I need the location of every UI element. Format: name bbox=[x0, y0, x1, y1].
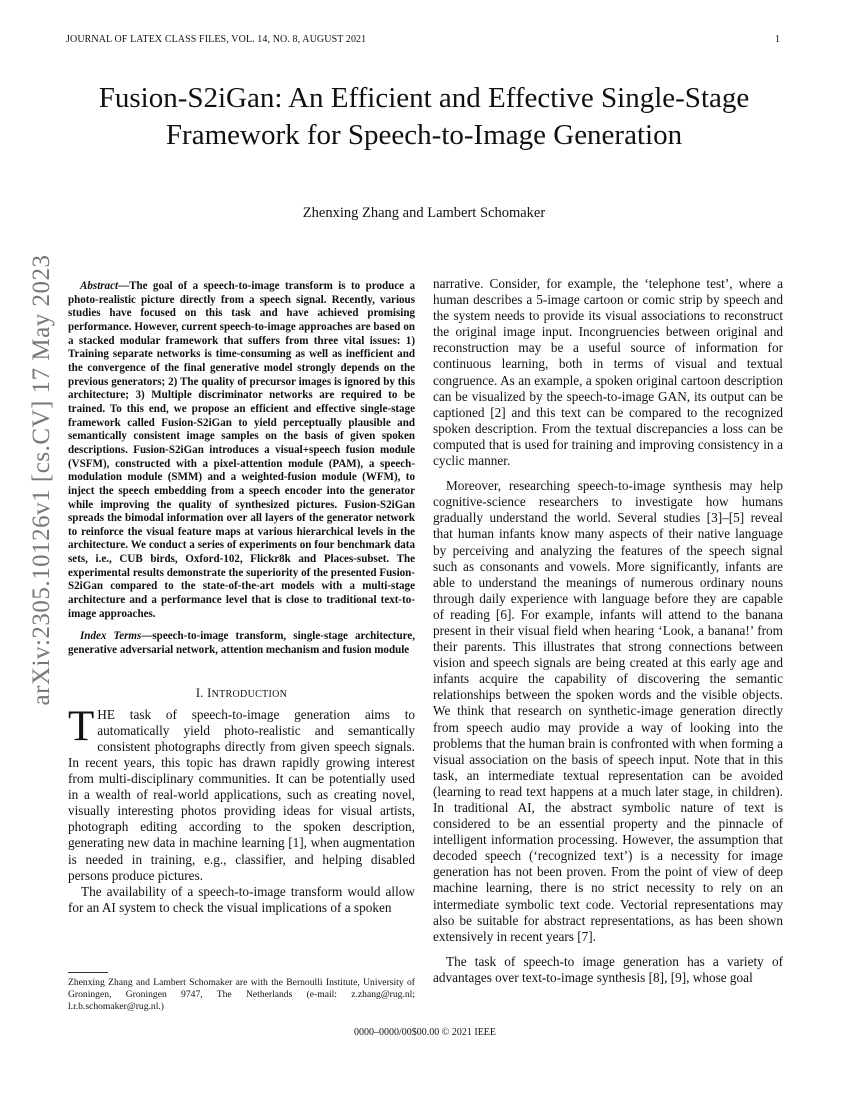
section-heading-introduction bbox=[68, 686, 415, 701]
section-numeral: I. bbox=[195, 685, 204, 700]
footnote-rule bbox=[68, 972, 108, 973]
drop-cap: T bbox=[68, 702, 95, 750]
index-terms-text: —speech-to-image transform, single-stage architecture, generative adversarial network, attention mechanism and fusion module bbox=[68, 630, 415, 657]
page-number: 1 bbox=[775, 34, 780, 45]
abstract-text: —The goal of a speech-to-image transform is to produce a photo-realistic picture directly from a speech signal. Recently, various studies have focused on this task and have achieved promising performance. However, current speech-to-image approaches are based on a stacked modular framework that suffers from three vital issues: 1) Training separate networks is time-consuming as well as inefficient and the convergence of the final generative model strongly depends on the previous generators; 2) The quality of precursor images is ignored by this architecture; 3) Multiple discriminator networks are required to be trained. To this end, we propose an efficient and effective single-stage framework called Fusion-S2iGan to yield perceptually plausible and semantically consistent image samples on the basis of given spoken descriptions. Fusion-S2iGan introduces a visual+speech fusion module (VSFM), constructed with a pixel-attention module (PAM), a speech-modulation module (SMM) and a weighted-fusion module (WFM), to inject the speech embedding from a speech encoder into the generator while improving the quality of synthesized pictures. Fusion-S2iGan spreads the bimodal information over all layers of the generator network to reinforce the visual feature maps at various hierarchical levels in the architecture. We conduct a series of experiments on four benchmark data sets, i.e., CUB birds, Oxford-102, Flickr8k and Places-subset. The experimental results demonstrate the superiority of the presented Fusion-S2iGan compared to the state-of-the-art models with a multi-stage architecture and a performance level that is close to traditional text-to-image approaches. bbox=[68, 280, 415, 620]
right-paragraph-2: Moreover, researching speech-to-image synthesis may help cognitive-science researchers to investigate how humans gradually understand the world. Several studies [3]–[5] reveal that human infants know many aspects of their native language by perceiving and analyzing the features of the speech signal such as consonants and vowels. More significantly, infants are able to understand the meanings of numerous ordinary nouns through daily experience with language before they are capable of reading [6]. For example, infants will attend to the banana present in their visual field when hearing ‘Look, a banana!’ from their parents. This illustrates that strong connections between vision and speech signals are being created at this early age and infants acquire the capability of discovering the semantic relationships between the spoken words and the visible objects. We think that research on synthetic-image generation directly from speech audio may provide a way of looking into the problems that the human brain is confronted with when forming a visual association on the basis of speech input. Note that in this task, an intermediate textual representation can be avoided (learning to read text happens at a much later stage, in children). In traditional AI, the abstract symbolic nature of text is considered to be an essential property and the pinnacle of intelligent information processing. However, the assumption that decoded speech (‘recognized text’) is a necessity for image generation has not been proven. From the point of view of deep machine learning, there is no strict necessity to rely on an intermediate symbolic text code. Vectorial representations may also be suitable for abstract representations, as has been shown extensively in recent years [7]. bbox=[433, 478, 783, 944]
affiliation-footnote: Zhenxing Zhang and Lambert Schomaker are with the Bernoulli Institute, University of Groningen, Groningen 9747, The Netherlands (e-mail: z.zhang@rug.nl; l.r.b.schomaker@rug.nl.) bbox=[68, 977, 415, 1012]
intro-paragraph-2: The availability of a speech-to-image transform would allow for an AI system to check the visual implications of a spoken bbox=[68, 883, 415, 915]
index-terms bbox=[68, 630, 415, 657]
right-column bbox=[433, 276, 783, 986]
right-paragraph-3: The task of speech-to image generation has a variety of advantages over text-to-image synthesis [8], [9], whose goal bbox=[433, 953, 783, 985]
intro-paragraph-1 bbox=[68, 702, 415, 884]
section-title-rest: NTRODUCTION bbox=[211, 688, 288, 700]
section-first-letter: I bbox=[207, 685, 212, 700]
index-terms-label: Index Terms bbox=[80, 630, 142, 643]
copyright-footer: 0000–0000/00$00.00 © 2021 IEEE bbox=[353, 1027, 497, 1038]
intro-paragraph-1-text: task of speech-to-image generation aims to automatically yield photo-realistic and semantically consistent photographs directly from given speech signals. In recent years, this topic has drawn rapidly growing interest from multi-disciplinary communities. It can be potentially used in a wealth of real-world applications, such as creating novel, visually interesting photos providing ideas for visual artists, photograph editing according to the spoken description, generating new data in machine learning [1], when augmentation is needed in training, e.g., classifier, and helping disabled persons produce pictures. bbox=[68, 706, 415, 883]
author-list: Zhenxing Zhang and Lambert Schomaker bbox=[302, 205, 546, 221]
left-column bbox=[68, 280, 415, 916]
paper-title: Fusion-S2iGan: An Efficient and Effective Single-Stage Framework for Speech-to-Image Generation bbox=[98, 82, 750, 151]
journal-name: JOURNAL OF LATEX CLASS FILES, VOL. 14, NO. 8, AUGUST 2021 bbox=[66, 34, 367, 45]
first-word-rest: HE bbox=[97, 706, 115, 722]
arxiv-stamp[interactable]: arXiv:2305.10126v1 [cs.CV] 17 May 2023 bbox=[28, 254, 55, 706]
running-header bbox=[66, 34, 780, 48]
right-paragraph-1: narrative. Consider, for example, the ‘telephone test’, where a human describes a 5-image cartoon or comic strip by speech and the system needs to provide its visual associations to reconstruct the original image input. Incongruencies between original and reconstruction may be a useful source of information for continuous learning, both in terms of visual and textual congruence. As an example, a spoken original cartoon description can be visualized by the speech-to-image GAN, its output can be captioned [2] and this text can be compared to the recognized spoken description. From the textual discrepancies a loss can be computed that is used for training and improving consistency in a cyclic manner. bbox=[433, 276, 783, 469]
abstract-label: Abstract bbox=[80, 280, 119, 292]
abstract bbox=[68, 280, 415, 621]
